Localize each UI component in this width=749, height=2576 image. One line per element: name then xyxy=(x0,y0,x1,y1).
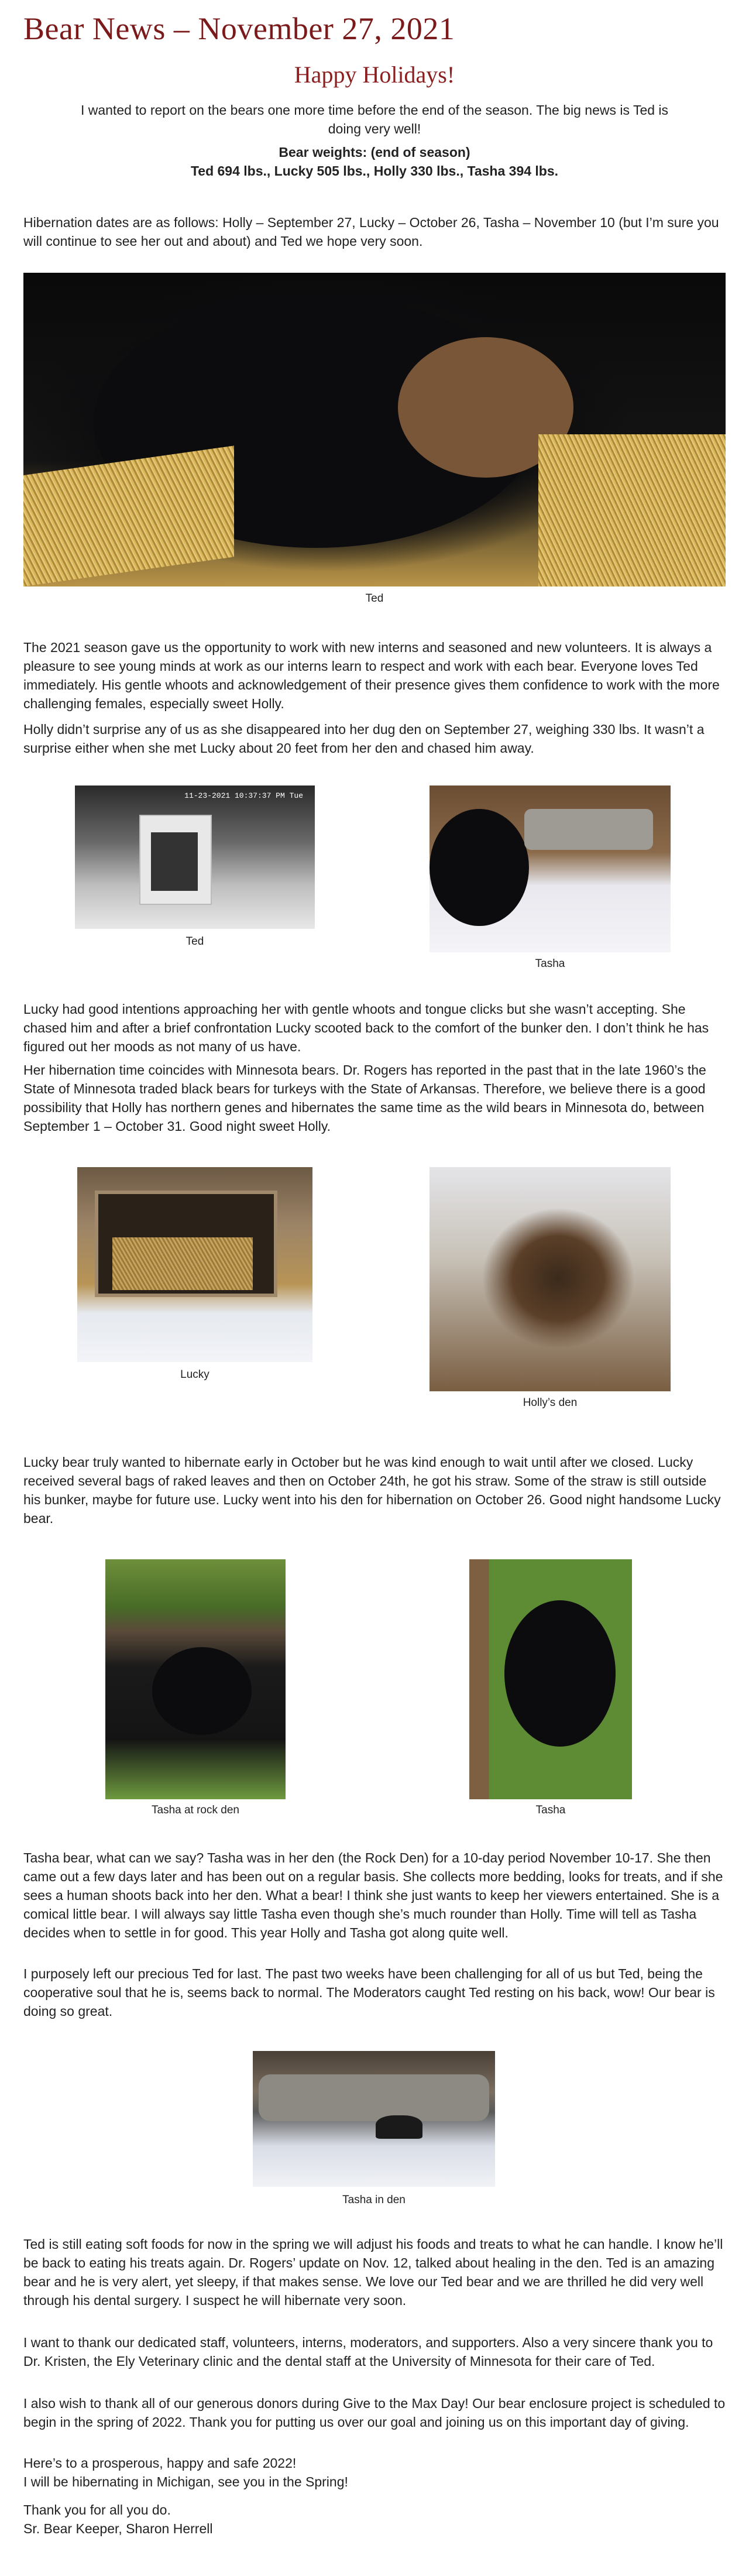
paragraph-4: Her hibernation time coincides with Minnesota bears. Dr. Rogers has reported in the past that in the late 1960’s the State of Minnesota traded black bears for turkeys with the State of Arkansas. Therefore, we believe there is a good possibility that Holly has northern genes and hibernates the same time as the wild bears in Minnesota do, between September 1 – October 31. Good night sweet Holly. xyxy=(23,1062,706,1134)
tasha-caption-2: Tasha xyxy=(535,1804,566,1816)
tasha-rock-den-caption: Tasha at rock den xyxy=(152,1804,239,1816)
paragraph-2: Holly didn’t surprise any of us as she disappeared into her dug den on September 27, weighing 330 lbs. It wasn’t a surprise either when she met Lucky about 20 feet from her den and chased him away. xyxy=(23,722,705,756)
paragraph-5: Lucky bear truly wanted to hibernate early in October but he was kind enough to wait until after we closed. Lucky received several bags of raked leaves and then on October 24th, he got his straw. Some of the straw is still outside his bunker, maybe for future use. Lucky went into his den for hibernation on October 26. Good night handsome Lucky bear. xyxy=(23,1455,721,1526)
camera-timestamp: 11-23-2021 10:37:37 PM Tue xyxy=(184,791,303,800)
ted-caption: Ted xyxy=(185,935,204,948)
signature: Sr. Bear Keeper, Sharon Herrell xyxy=(23,2521,213,2536)
closing-line-1: Here’s to a prosperous, happy and safe 2022! xyxy=(23,2455,297,2471)
ted-camera-photo xyxy=(75,786,315,929)
tasha-photo-2 xyxy=(469,1559,632,1799)
paragraph-6: Tasha bear, what can we say? Tasha was in her den (the Rock Den) for a 10-day period November 10-17. She then came out a few days later and has been out on a regular basis. She collects more bedding, looks for treats, and if she sees a human shoots back into her den. What a bear! I think she just wants to keep her viewers entertained. She is a comical little bear. I will always say little Tasha even though she’s much rounder than Holly. Time will tell as Tasha decides when to settle in for good. This year Holly and Tasha got along quite well. xyxy=(23,1850,723,1940)
weights-values: Ted 694 lbs., Lucky 505 lbs., Holly 330 lbs., Tasha 394 lbs. xyxy=(190,163,559,179)
paragraph-3: Lucky had good intentions approaching her with gentle whoots and tongue clicks but she wasn’t accepting. She chased him and after a brief confrontation Lucky scooted back to the comfort of the bunker den. I don’t think he has figured out her moods as not many of us have. xyxy=(23,1001,709,1054)
paragraph-7: I purposely left our precious Ted for last. The past two weeks have been challenging for all of us but Ted, being the cooperative soul that he is, seems back to normal. The Moderators caught Ted resting on his back, wow! Our bear is doing so great. xyxy=(23,1966,715,2019)
closing-line-2: I will be hibernating in Michigan, see you in the Spring! xyxy=(23,2474,348,2489)
page-subtitle: Happy Holidays! xyxy=(294,61,455,88)
tasha-photo-1 xyxy=(430,786,671,952)
intro-text: I wanted to report on the bears one more time before the end of the season. The big news is Ted is doing very well! xyxy=(80,102,669,136)
hero-caption: Ted xyxy=(365,592,384,605)
holly-den-caption: Holly’s den xyxy=(523,1397,578,1409)
paragraph-8: Ted is still eating soft foods for now in the spring we will adjust his foods and treats to what he can handle. I know he’ll be back to eating his treats again. Dr. Rogers’ update on Nov. 12, talked about healing in the den. Ted is an amazing bear and he is very alert, yet sleepy, if that makes sense. We love our Ted bear and we are thrilled he did very well through his dental surgery. I suspect he will hibernate very soon. xyxy=(23,2237,723,2308)
paragraph-9: I want to thank our dedicated staff, volunteers, interns, moderators, and supporters. Also a very sincere thank you to Dr. Kristen, the Ely Veterinary clinic and the dental staff at the University of Minnesota for their care of Ted. xyxy=(23,2335,713,2369)
tasha-rock-den-photo xyxy=(105,1559,286,1799)
holly-den-photo xyxy=(430,1167,671,1391)
page-title: Bear News – November 27, 2021 xyxy=(23,11,455,46)
hero-photo-ted xyxy=(23,273,726,586)
tasha-caption-1: Tasha xyxy=(535,958,565,970)
tasha-in-den-caption: Tasha in den xyxy=(342,2194,406,2206)
weights-label: Bear weights: (end of season) xyxy=(279,145,470,160)
lucky-den-photo xyxy=(77,1167,312,1362)
hibernation-dates: Hibernation dates are as follows: Holly – September 27, Lucky – October 26, Tasha – November 10 (but I’m sure you will continue to see her out and about) and Ted we hope very soon. xyxy=(23,215,719,249)
lucky-caption: Lucky xyxy=(180,1368,209,1381)
paragraph-1: The 2021 season gave us the opportunity to work with new interns and seasoned and new volunteers. It is always a pleasure to see young minds at work as our interns learn to respect and work with each bear. Everyone loves Ted immediately. His gentle whoots and acknowledgement of their presence gives them confidence to work with the more challenging females, especially sweet Holly. xyxy=(23,640,720,711)
paragraph-10: I also wish to thank all of our generous donors during Give to the Max Day! Our bear enclosure project is scheduled to begin in the spring of 2022. Thank you for putting us over our goal and joining us on this important day of giving. xyxy=(23,2396,726,2430)
signoff-line-1: Thank you for all you do. xyxy=(23,2502,171,2517)
tasha-in-den-photo xyxy=(253,2051,495,2187)
